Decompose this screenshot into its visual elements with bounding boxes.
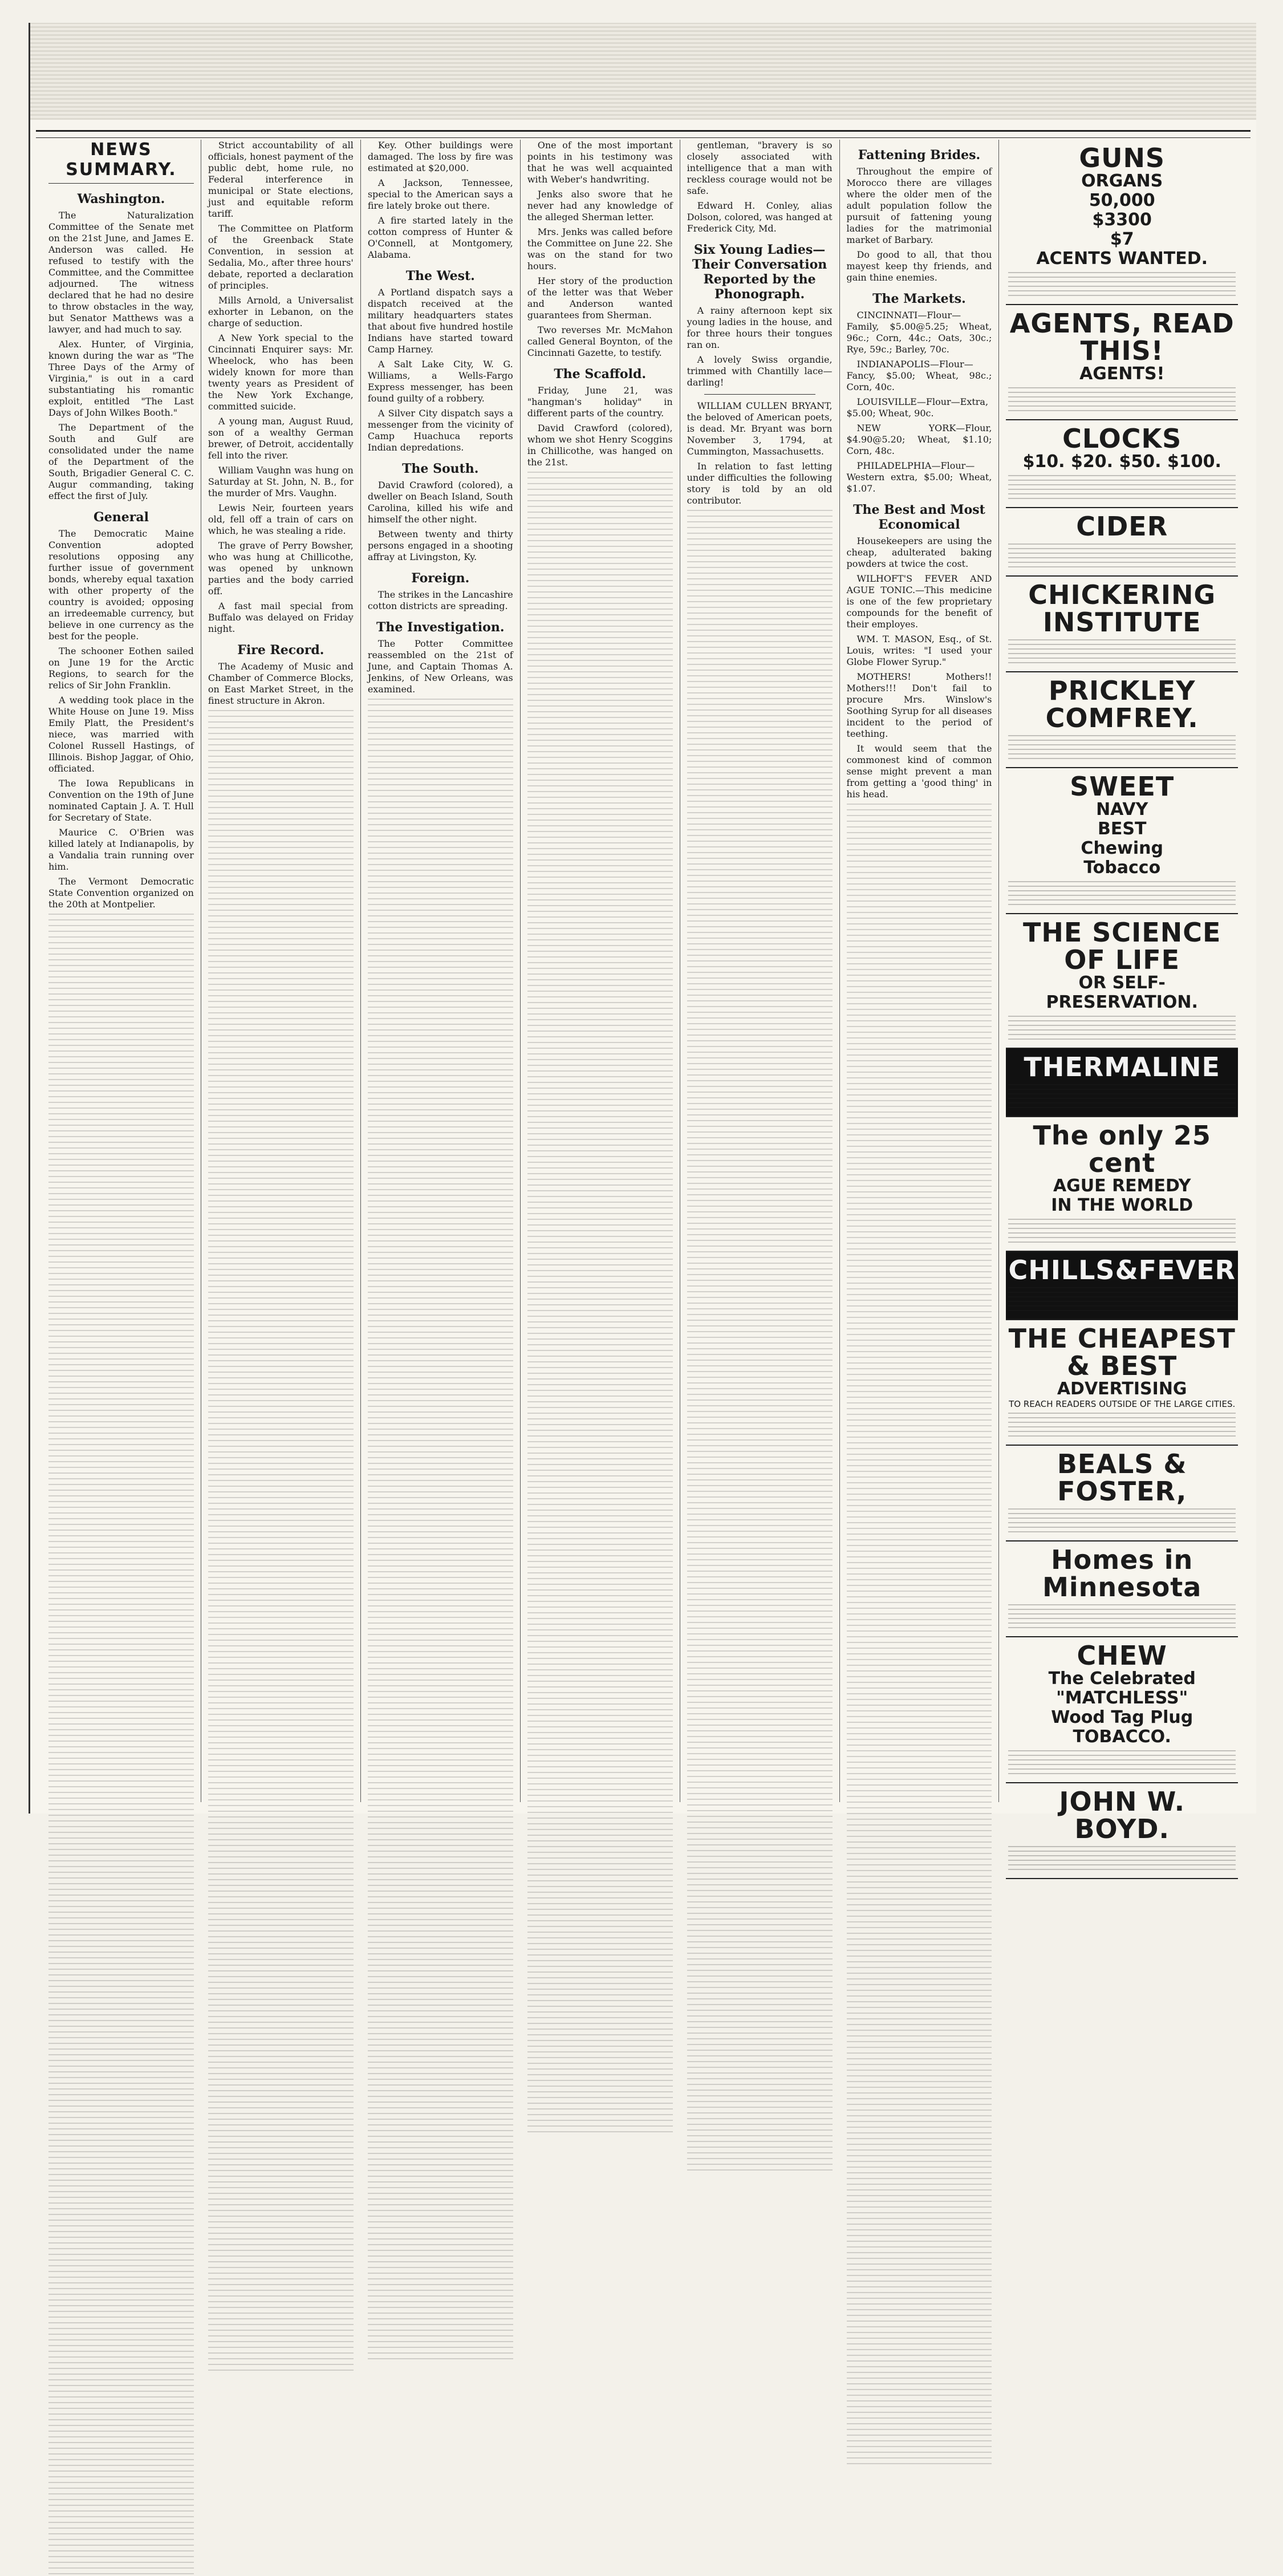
- section-heading: General: [93, 510, 149, 525]
- article-paragraph: Between twenty and thirty persons engaged in a shooting affray at Livingston, Ky.: [367, 529, 513, 562]
- article-paragraph: WILLIAM CULLEN BRYANT, the beloved of American poets, is dead. Mr. Bryant was born November 3, 1794, at Cummington, Massachusetts.: [687, 400, 833, 457]
- section-heading: Fire Record.: [237, 643, 324, 658]
- ad-fine-print: [1008, 543, 1236, 571]
- article-paragraph: WILHOFT'S FEVER AND AGUE TONIC.—This medicine is one of the few proprietary compounds for the benefit of their employes.: [846, 573, 992, 630]
- section-heading: The Investigation.: [376, 620, 505, 635]
- ad-line: OR SELF-PRESERVATION.: [1046, 973, 1198, 1012]
- article-paragraph: Jenks also swore that he never had any knowledge of the alleged Sherman letter.: [527, 189, 673, 222]
- section-heading: Washington.: [77, 192, 165, 206]
- section-heading: Six Young Ladies—Their Conversation Reported by the Phonograph.: [692, 242, 827, 302]
- article-paragraph: A fast mail special from Buffalo was delayed on Friday night.: [208, 601, 354, 634]
- article-paragraph: The Vermont Democratic State Convention organized on the 20th at Montpelier.: [48, 876, 194, 910]
- ad-fine-print: [1008, 1016, 1236, 1043]
- advertisement: [1006, 577, 1238, 672]
- ad-line: NAVY: [1096, 800, 1148, 820]
- article-paragraph: Lewis Neir, fourteen years old, fell off a train of cars on which, he was stealing a ride.: [208, 502, 354, 536]
- ad-line: SWEET: [1070, 771, 1175, 802]
- advertisement: [1006, 508, 1238, 577]
- ad-fine-print: [1008, 387, 1236, 415]
- ad-fine-print: [1008, 639, 1236, 667]
- article-paragraph: The Potter Committee reassembled on the 21st of June, and Captain Thomas A. Jenkins, of New Orleans, was examined.: [367, 638, 513, 695]
- article-paragraph: Two reverses Mr. McMahon called General Boynton, of the Cincinnati Gazette, to testify.: [527, 324, 673, 358]
- advertisement: [1006, 672, 1238, 768]
- ad-fine-print: [1008, 735, 1236, 762]
- ad-fine-print: [1008, 272, 1236, 299]
- article-paragraph: LOUISVILLE—Flour—Extra, $5.00; Wheat, 90c.: [846, 396, 989, 419]
- section-heading: The Scaffold.: [554, 367, 647, 382]
- article-paragraph: MOTHERS! Mothers!! Mothers!!! Don't fail to procure Mrs. Winslow's Soothing Syrup for all diseases incident to the period of teething.: [846, 671, 992, 739]
- article-paragraph: A Silver City dispatch says a messenger from the vicinity of Camp Huachuca reports Indian depredations.: [367, 408, 513, 453]
- ad-line: Chewing: [1081, 838, 1163, 858]
- article-paragraph: gentleman, "bravery is so closely associated with intelligence that a man with reckless courage would not be safe.: [687, 140, 833, 196]
- article-paragraph: A young man, August Ruud, son of a wealthy German brewer, of Detroit, accidentally fell into the river.: [208, 416, 354, 461]
- article-paragraph: David Crawford (colored), a dweller on Beach Island, South Carolina, killed his wife and himself the other night.: [367, 480, 513, 525]
- article-paragraph: Do good to all, that thou mayest keep thy friends, and gain thine enemies.: [846, 249, 992, 283]
- article-paragraph: The Democratic Maine Convention adopted resolutions opposing any further issue of government bonds, whereby equal taxation with other property of the country is avoided; opposing an irredeemable currency, but believe in one currency as the best for the people.: [48, 528, 194, 642]
- ad-line: THE SCIENCE OF LIFE: [1022, 917, 1221, 975]
- column-1: [42, 140, 201, 1802]
- article-paragraph: Her story of the production of the letter was that Weber and Anderson wanted guarantees from Sherman.: [527, 275, 673, 321]
- ad-line: The Celebrated: [1048, 1669, 1196, 1689]
- article-paragraph: David Crawford (colored), whom we shot Henry Scoggins in Chillicothe, was hanged on the 21st.: [527, 423, 673, 468]
- ad-line: AGUE REMEDY: [1053, 1176, 1191, 1196]
- section-heading: The Best and Most Economical: [853, 502, 985, 532]
- article-paragraph: Mills Arnold, a Universalist exhorter in Lebanon, on the charge of seduction.: [208, 295, 354, 328]
- article-paragraph: Alex. Hunter, of Virginia, known during the war as "The Three Days of the Army of Virginia," is out in a card substantiating his romantic exploit, entitled "The Last Days of John Wilkes Booth.": [48, 339, 194, 418]
- section-heading: The South.: [402, 461, 479, 476]
- article-paragraph: Strict accountability of all officials, honest payment of the public debt, home rule, no Federal interference in municipal or State elections, just and equitable reform tariff.: [208, 140, 354, 219]
- article-paragraph: A New York special to the Cincinnati Enquirer says: Mr. Wheelock, who has been widely known for more than twenty years as President of the New York Exchange, committed suicide.: [208, 332, 354, 412]
- article-paragraph: The grave of Perry Bowsher, who was hung at Chillicothe, was opened by unknown parties and the body carried off.: [208, 540, 354, 597]
- section-heading: Fattening Brides.: [858, 148, 981, 163]
- ad-line: CIDER: [1076, 511, 1168, 542]
- article-paragraph: The Naturalization Committee of the Senate met on the 21st June, and James E. Anderson was called. He refused to testify with the Committee, and the Committee adjourned. The witness declared that he had no desire to throw obstacles in the way, but Senator Matthews was a lawyer, and had much to say.: [48, 210, 194, 335]
- advertisement: [1006, 1783, 1238, 1879]
- section-heading: Foreign.: [411, 571, 470, 586]
- section-heading: The Markets.: [872, 291, 966, 306]
- article-paragraph: The Iowa Republicans in Convention on the 19th of June nominated Captain J. A. T. Hull for Secretary of State.: [48, 778, 194, 823]
- article-paragraph: The Department of the South and Gulf are consolidated under the name of the Department of the South, Brigadier General C. C. Augur commanding, taking effect the first of July.: [48, 422, 194, 501]
- ad-line: Wood Tag Plug: [1051, 1707, 1193, 1727]
- ad-line: THERMALINE: [1024, 1052, 1220, 1082]
- header-rule: [36, 130, 1250, 138]
- ad-fine-print: [1008, 1287, 1236, 1315]
- article-paragraph: The schooner Eothen sailed on June 19 for the Arctic Regions, to search for the relics of Sir John Franklin.: [48, 646, 194, 691]
- section-heading: The West.: [405, 269, 475, 283]
- ad-line: JOHN W. BOYD.: [1059, 1786, 1185, 1844]
- article-paragraph: The Academy of Music and Chamber of Commerce Blocks, on East Market Street, in the finest structure in Akron.: [208, 661, 354, 706]
- newspaper-page: [29, 23, 1256, 1844]
- article-paragraph: Mrs. Jenks was called before the Committee on June 22. She was on the stand for two hours.: [527, 226, 673, 271]
- dense-text-block: [687, 510, 833, 2172]
- advertisement: [1006, 914, 1238, 1049]
- advertisement: [1006, 140, 1238, 305]
- dense-text-block: [527, 472, 673, 2134]
- ad-fine-print: [1008, 1750, 1236, 1778]
- article-paragraph: A Salt Lake City, W. G. Williams, a Wells-Fargo Express messenger, has been found guilty of a robbery.: [367, 359, 513, 404]
- masthead-title: NEWS SUMMARY.: [48, 140, 194, 184]
- advertisement: [1006, 1446, 1238, 1541]
- column-6: [840, 140, 1000, 1802]
- dense-text-block: [368, 699, 513, 2361]
- dense-text-block: [847, 804, 992, 2466]
- ad-line: CHICKERING INSTITUTE: [1028, 579, 1216, 638]
- article-paragraph: PHILADELPHIA—Flour—Western extra, $5.00; Wheat, $1.07.: [846, 460, 992, 494]
- ad-line: BEST: [1097, 819, 1147, 839]
- ad-fine-print: [1008, 1413, 1236, 1440]
- article-paragraph: In relation to fast letting under difficulties the following story is told by an old contributor.: [687, 461, 833, 506]
- ad-line: GUNS: [1079, 143, 1166, 173]
- article-paragraph: NEW YORK—Flour, $4.90@5.20; Wheat, $1.10; Corn, 48c.: [846, 423, 992, 456]
- dense-text-block: [208, 710, 354, 2372]
- article-paragraph: The strikes in the Lancashire cotton districts are spreading.: [367, 589, 513, 611]
- ad-line: $10. $20. $50. $100.: [1022, 452, 1221, 472]
- ad-fine-print: [1008, 1508, 1236, 1536]
- article-paragraph: A rainy afternoon kept six young ladies in the house, and for three hours their tongues ran on.: [687, 305, 833, 350]
- column-4: [521, 140, 680, 1802]
- ad-line: The only 25 cent: [1033, 1120, 1211, 1178]
- advertisement: [1006, 1637, 1238, 1783]
- ad-line: ADVERTISING: [1057, 1379, 1187, 1399]
- article-paragraph: Throughout the empire of Morocco there are villages where the older men of the adult population follow the pursuit of fattening young ladies for the matrimonial market of Barbary.: [846, 166, 992, 245]
- column-5: [680, 140, 840, 1802]
- ad-line: CHILLS&FEVER: [1008, 1255, 1236, 1285]
- ad-line: $3300: [1092, 210, 1152, 230]
- ad-fine-print: [1008, 475, 1236, 502]
- advertisement: [1006, 1541, 1238, 1637]
- ad-line: IN THE WORLD: [1051, 1195, 1193, 1215]
- article-paragraph: Maurice C. O'Brien was killed lately at Indianapolis, by a Vandalia train running over him.: [48, 827, 194, 872]
- ad-line: Homes in Minnesota: [1042, 1544, 1202, 1603]
- column-2: [201, 140, 361, 1802]
- article-paragraph: A Jackson, Tennessee, special to the American says a fire lately broke out there.: [367, 177, 513, 211]
- article-paragraph: Housekeepers are using the cheap, adulterated baking powders at twice the cost.: [846, 536, 992, 569]
- article-paragraph: The Committee on Platform of the Greenback State Convention, in session at Sedalia, Mo., after three hours' debate, reported a declaration of principles.: [208, 223, 354, 291]
- advertisement: [1006, 1117, 1238, 1252]
- ad-line: AGENTS, READ THIS!: [1009, 308, 1235, 366]
- columns-container: [42, 140, 1245, 1844]
- advertisement-column: [999, 140, 1245, 1844]
- article-paragraph: A wedding took place in the White House on June 19. Miss Emily Platt, the President's niece, was married with Colonel Russell Hastings, of Illinois. Bishop Jaggar, of Ohio, officiated.: [48, 695, 194, 774]
- dense-text-block: [48, 914, 194, 2576]
- ad-line: CHEW: [1077, 1640, 1167, 1671]
- ad-fine-print: [1008, 1604, 1236, 1632]
- ad-line: 50,000: [1089, 190, 1155, 210]
- ad-fine-print: [1008, 1219, 1236, 1246]
- divider: [704, 394, 815, 395]
- advertisement: [1006, 420, 1238, 508]
- article-paragraph: One of the most important points in his testimony was that he was well acquainted with Weber's handwriting.: [527, 140, 673, 185]
- ad-line: AGENTS!: [1079, 364, 1165, 384]
- article-paragraph: A fire started lately in the cotton compress of Hunter & O'Connell, at Montgomery, Alabama.: [367, 215, 513, 260]
- ad-fine-print: [1008, 1846, 1236, 1873]
- ad-line: ACENTS WANTED.: [1036, 249, 1208, 269]
- article-paragraph: WM. T. MASON, Esq., of St. Louis, writes: "I used your Globe Flower Syrup.": [846, 634, 992, 667]
- column-3: [361, 140, 521, 1802]
- ad-line: Tobacco: [1083, 858, 1161, 878]
- ad-fine-print: [1008, 881, 1236, 908]
- ad-line: "MATCHLESS": [1056, 1688, 1188, 1708]
- article-paragraph: CINCINNATI—Flour—Family, $5.00@5.25; Wheat, 96c.; Corn, 44c.; Oats, 30c.; Rye, 59c.; Barley, 70c.: [846, 310, 992, 355]
- advertisement: [1006, 1252, 1238, 1320]
- ad-line: TOBACCO.: [1073, 1727, 1171, 1747]
- advertisement: [1006, 1320, 1238, 1446]
- article-paragraph: INDIANAPOLIS—Flour—Fancy, $5.00; Wheat, 98c.; Corn, 40c.: [846, 359, 992, 392]
- ad-line: TO REACH READERS OUTSIDE OF THE LARGE CITIES.: [1009, 1399, 1236, 1409]
- article-paragraph: Key. Other buildings were damaged. The loss by fire was estimated at $20,000.: [367, 140, 513, 173]
- advertisement: [1006, 768, 1238, 914]
- ad-line: PRICKLEY COMFREY.: [1045, 675, 1199, 733]
- ad-line: THE CHEAPEST & BEST: [1008, 1323, 1236, 1381]
- article-paragraph: A Portland dispatch says a dispatch received at the military headquarters states that about five hundred hostile Indians have started toward Camp Harney.: [367, 287, 513, 355]
- advertisement: [1006, 305, 1238, 420]
- article-paragraph: It would seem that the commonest kind of common sense might prevent a man from getting a 'good thing' in his head.: [846, 743, 992, 800]
- ad-line: $7: [1110, 229, 1134, 249]
- ad-fine-print: [1008, 1084, 1236, 1111]
- advertisement: [1006, 1049, 1238, 1117]
- torn-top-margin: [30, 23, 1256, 120]
- ad-line: BEALS & FOSTER,: [1057, 1449, 1187, 1507]
- article-paragraph: Friday, June 21, was "hangman's holiday" in different parts of the country.: [527, 385, 673, 419]
- article-paragraph: Edward H. Conley, alias Dolson, colored, was hanged at Frederick City, Md.: [687, 200, 833, 234]
- ad-line: CLOCKS: [1062, 423, 1182, 454]
- article-paragraph: William Vaughn was hung on Saturday at St. John, N. B., for the murder of Mrs. Vaughn.: [208, 465, 354, 498]
- article-paragraph: A lovely Swiss organdie, trimmed with Chantilly lace—darling!: [687, 354, 833, 388]
- ad-line: ORGANS: [1081, 171, 1163, 191]
